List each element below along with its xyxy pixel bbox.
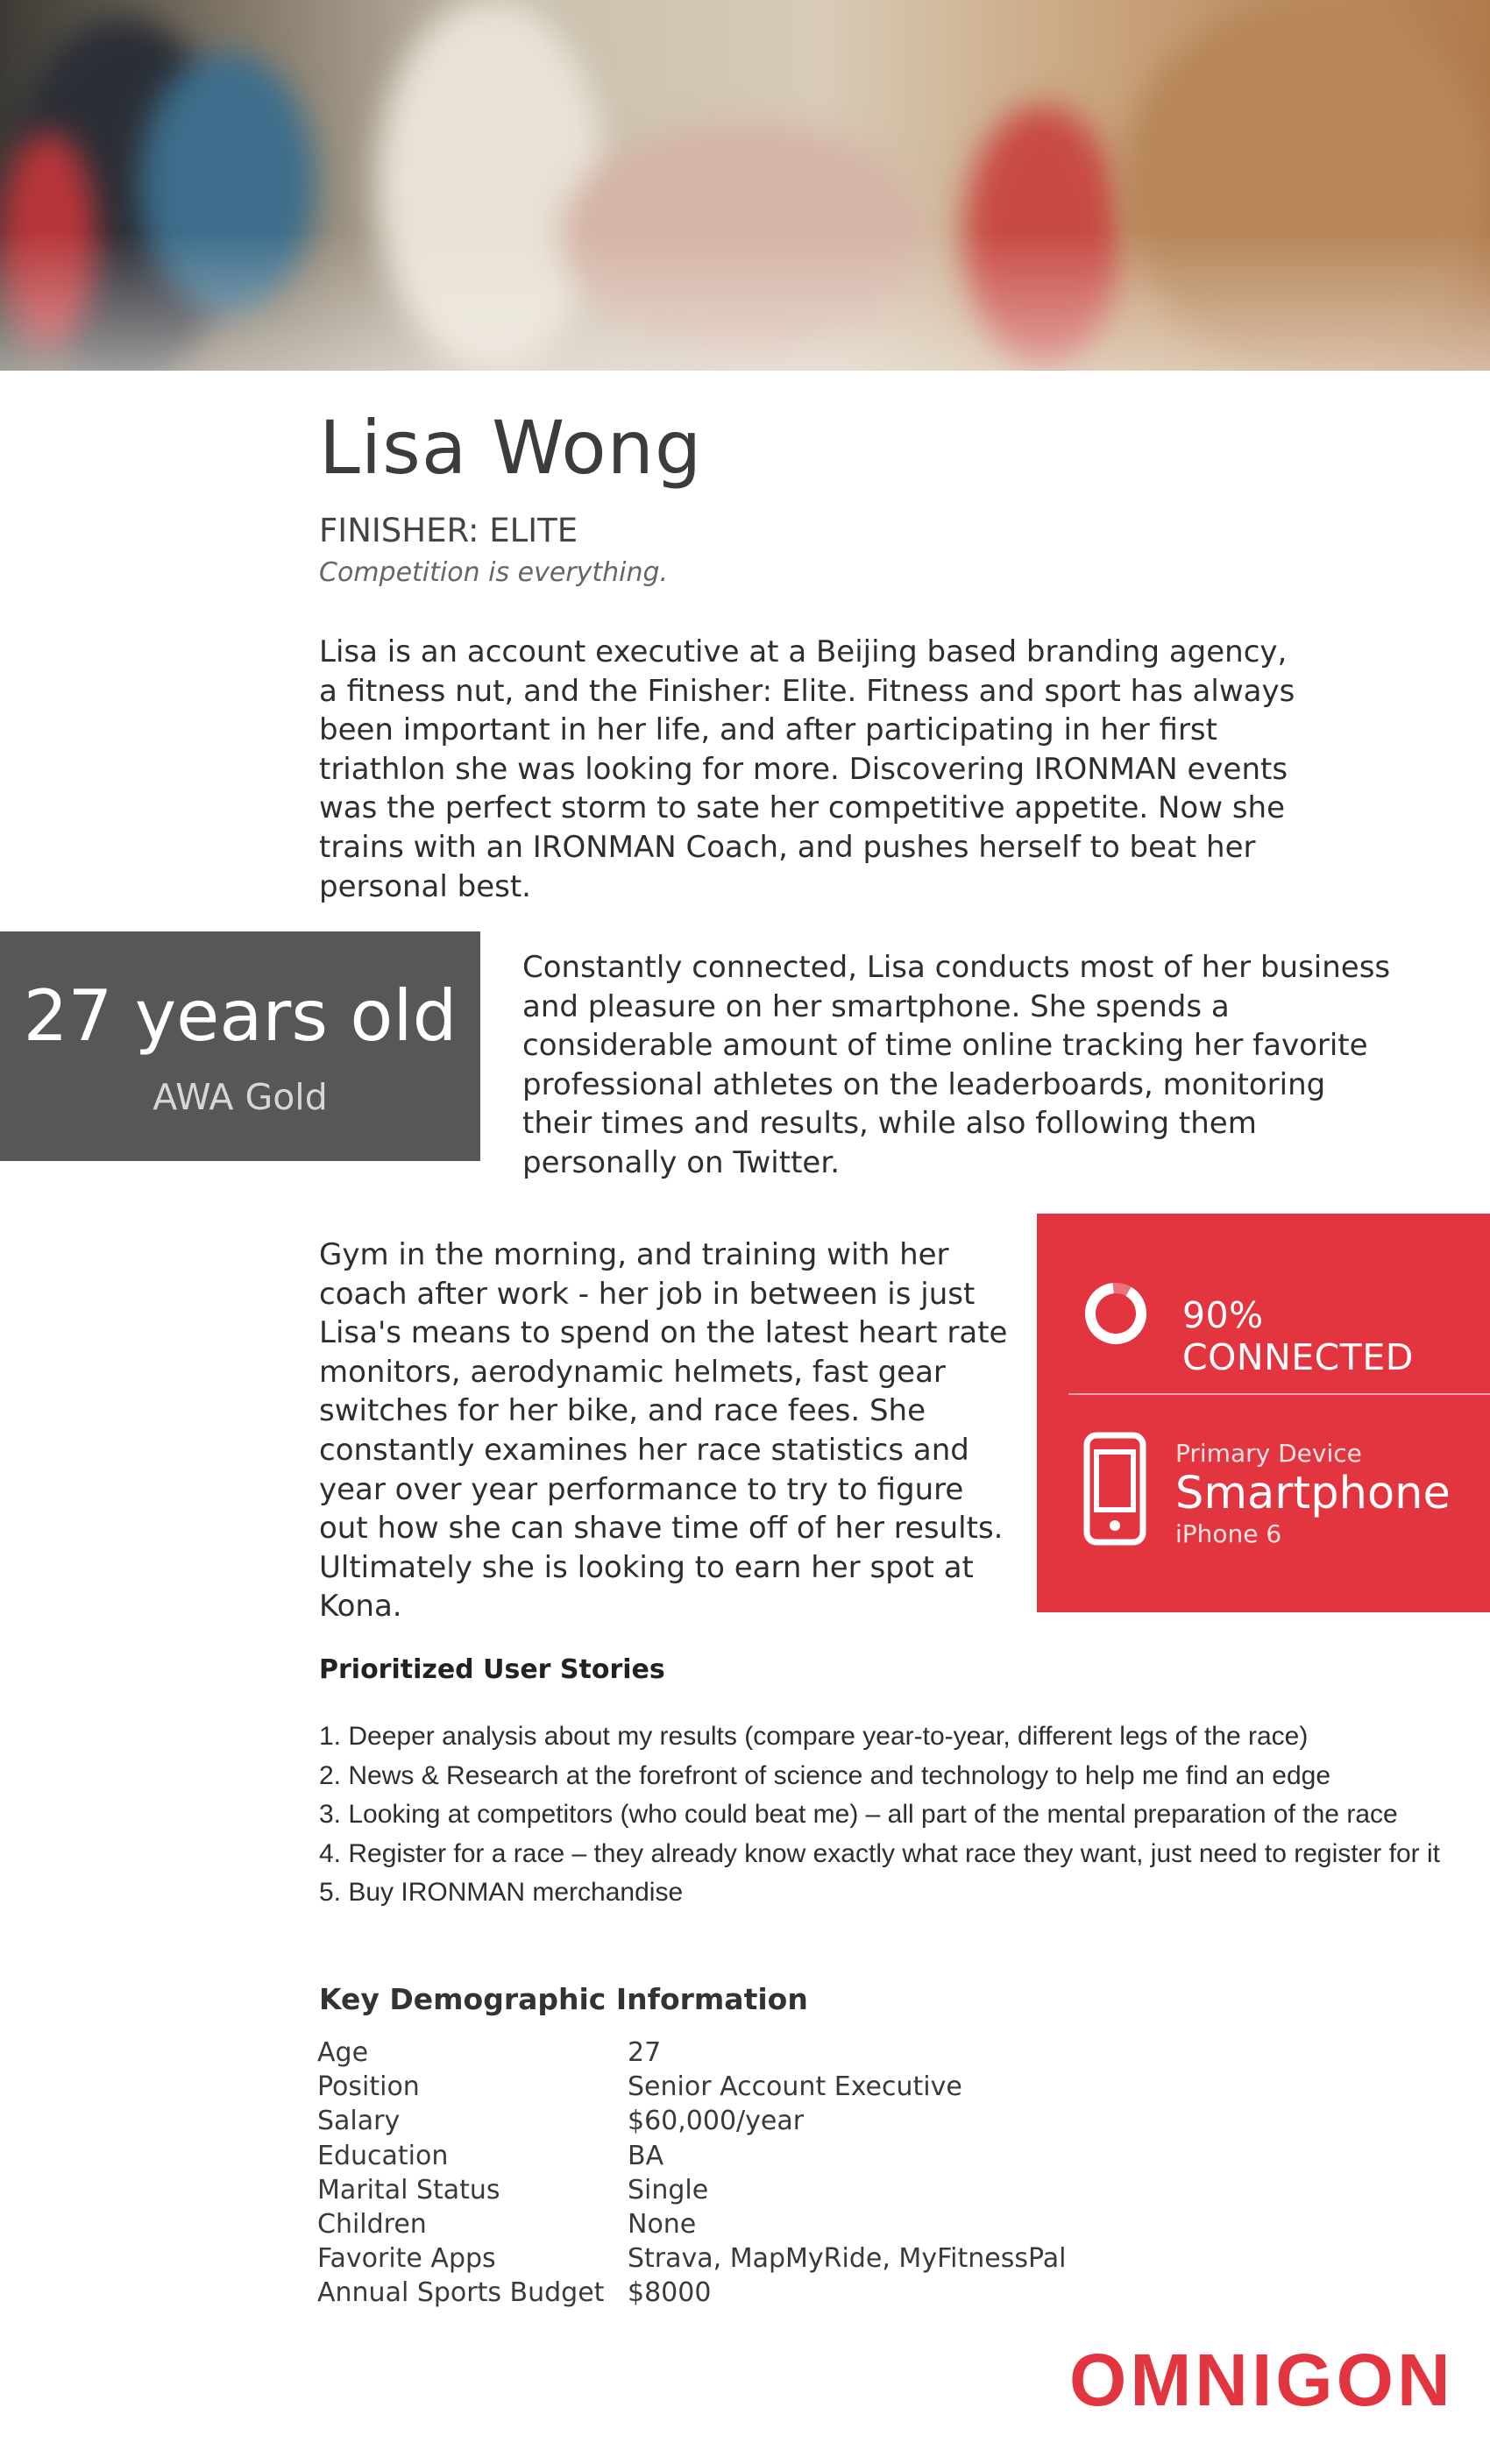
- list-item: 2. News & Research at the forefront of science and technology to help me find an edge: [319, 1760, 1331, 1790]
- user-stories-list: [319, 1717, 1440, 1913]
- row-value: 27: [628, 2037, 662, 2068]
- row-label: Position: [317, 2071, 420, 2103]
- row-label: Favorite Apps: [317, 2243, 496, 2275]
- row-label: Annual Sports Budget: [317, 2277, 605, 2309]
- persona-name: Lisa Wong: [319, 405, 703, 491]
- age-box: [0, 931, 480, 1161]
- table-row: [317, 2070, 1066, 2104]
- demographics-heading: Key Demographic Information: [319, 1982, 808, 2016]
- primary-device: Smartphone: [1175, 1468, 1451, 1519]
- table-row: [317, 2139, 1066, 2173]
- table-row: [317, 2036, 1066, 2070]
- routine-paragraph: Gym in the morning, and training with her coach after work - her job in between is just Lisa's means to spend on the latest heart rate monitors, aerodynamic helmets, fast gear switches for her bike, and race fees. She constantly examines her race statistics and year over year performance to try to figure out how she can shave time off of her results. Ultimately she is looking to earn her spot at Kona.: [319, 1237, 1008, 1625]
- row-label: Salary: [317, 2106, 401, 2137]
- list-item: 3. Looking at competitors (who could beat me) – all part of the mental preparation of the race: [319, 1800, 1398, 1829]
- primary-device-label: Primary Device: [1175, 1439, 1362, 1468]
- row-value: $8000: [628, 2277, 712, 2309]
- persona-tagline: Competition is everything.: [319, 557, 669, 588]
- table-row: [317, 2104, 1066, 2138]
- row-value: Senior Account Executive: [628, 2071, 962, 2103]
- progress-ring-icon: [1084, 1282, 1147, 1345]
- persona-intro: Lisa is an account executive at a Beijing based branding agency, a fitness nut, and the Finisher: Elite. Fitness and sport has always been important in her life, and after participating in her first triathlon she was looking for more. Discovering IRONMAN events was the perfect storm to sate her competitive appetite. Now she trains with an IRONMAN Coach, and pushes herself to beat her personal best.: [319, 634, 1295, 904]
- list-item: 5. Buy IRONMAN merchandise: [319, 1878, 684, 1907]
- table-row: [317, 2207, 1066, 2241]
- connected-label: 90% CONNECTED: [1182, 1294, 1414, 1378]
- connected-paragraph: Constantly connected, Lisa conducts most of her business and pleasure on her smartphone. She spends a considerable amount of time online tracking her favorite professional athletes on the leaderboards, monitoring their times and results, while also following them personally on Twitter.: [522, 950, 1391, 1180]
- row-label: Children: [317, 2209, 427, 2241]
- device-model: iPhone 6: [1175, 1519, 1282, 1548]
- user-stories-heading: Prioritized User Stories: [319, 1654, 665, 1685]
- row-value: Single: [628, 2174, 709, 2206]
- row-label: Education: [317, 2140, 449, 2171]
- omnigon-logo: OMNIGON: [1069, 2339, 1454, 2421]
- row-value: $60,000/year: [628, 2106, 805, 2137]
- table-row: [317, 2173, 1066, 2207]
- table-row: [317, 2241, 1066, 2276]
- membership-tier: AWA Gold: [153, 1076, 328, 1118]
- row-label: Age: [317, 2037, 369, 2068]
- table-row: [317, 2276, 1066, 2310]
- row-label: Marital Status: [317, 2174, 500, 2206]
- device-card: [1037, 1214, 1490, 1612]
- smartphone-icon: [1082, 1431, 1147, 1547]
- hero-photo: [0, 0, 1490, 371]
- list-item: 4. Register for a race – they already know exactly what race they want, just need to register for it: [319, 1838, 1440, 1868]
- demographics-table: [317, 2036, 1066, 2311]
- row-value: BA: [628, 2140, 664, 2171]
- persona-segment: FINISHER: ELITE: [319, 512, 578, 549]
- row-value: Strava, MapMyRide, MyFitnessPal: [628, 2243, 1067, 2275]
- age-value: 27 years old: [23, 975, 458, 1057]
- list-item: 1. Deeper analysis about my results (compare year-to-year, different legs of the race): [319, 1722, 1309, 1751]
- card-divider: [1068, 1393, 1490, 1395]
- row-value: None: [628, 2209, 697, 2241]
